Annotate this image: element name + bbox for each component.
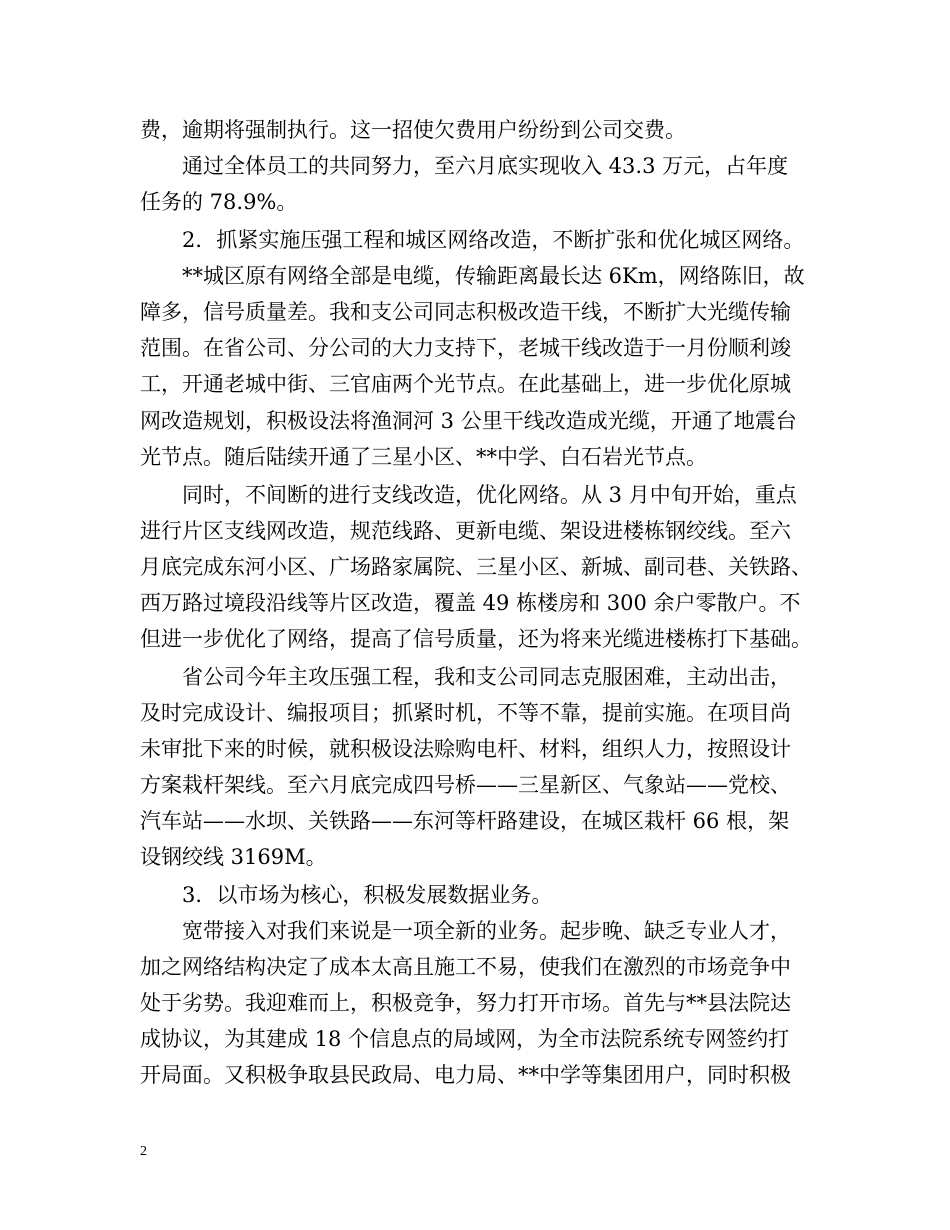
paragraph-start: 宽带接入对我们来说是一项全新的业务。起步晚、缺乏专业人才，: [182, 919, 791, 943]
page-number: 2: [140, 1144, 147, 1159]
text-line: 光节点。随后陆续开通了三星小区、**中学、白石岩光节点。: [140, 445, 707, 469]
text-line: 未审批下来的时候，就积极设法赊购电杆、材料，组织人力，按照设计: [140, 737, 791, 761]
text-line: 费，逾期将强制执行。这一招使欠费用户纷纷到公司交费。: [140, 118, 686, 142]
paragraph-start: 同时，不间断的进行支线改造，优化网络。从 3 月中旬开始，重点: [182, 483, 797, 507]
paragraph-start: 通过全体员工的共同努力，至六月底实现收入 43.3 万元，占年度: [182, 154, 789, 178]
paragraph-start: 省公司今年主攻压强工程，我和支公司同志克服困难，主动出击，: [182, 665, 791, 689]
text-line: 及时完成设计、编报项目；抓紧时机，不等不靠，提前实施。在项目尚: [140, 701, 791, 725]
text-line: 设钢绞线 3169M。: [140, 845, 327, 869]
text-line: 障多，信号质量差。我和支公司同志积极改造干线，不断扩大光缆传输: [140, 300, 791, 324]
text-line: 开局面。又积极争取县民政局、电力局、**中学等集团用户，同时积极: [140, 1063, 791, 1087]
text-line: 但进一步优化了网络，提高了信号质量，还为将来光缆进楼栋打下基础。: [140, 627, 812, 651]
text-line: 工，开通老城中街、三官庙两个光节点。在此基础上，进一步优化原城: [140, 372, 791, 396]
section-heading: 3．以市场为核心，积极发展数据业务。: [182, 883, 553, 907]
text-line: 网改造规划，积极设法将渔洞河 3 公里干线改造成光缆，开通了地震台: [140, 409, 797, 433]
text-line: 进行片区支线网改造，规范线路、更新电缆、架设进楼栋钢绞线。至六: [140, 519, 791, 543]
text-line: 任务的 78.9%。: [140, 190, 298, 214]
paragraph-start: **城区原有网络全部是电缆，传输距离最长达 6Km，网络陈旧，故: [182, 264, 805, 288]
text-line: 处于劣势。我迎难而上，积极竞争，努力打开市场。首先与**县法院达: [140, 991, 791, 1015]
text-line: 月底完成东河小区、广场路家属院、三星小区、新城、副司巷、关铁路、: [140, 555, 812, 579]
text-line: 方案栽杆架线。至六月底完成四号桥——三星新区、气象站——党校、: [140, 773, 791, 797]
text-line: 西万路过境段沿线等片区改造，覆盖 49 栋楼房和 300 余户零散户。不: [140, 591, 801, 615]
text-line: 范围。在省公司、分公司的大力支持下，老城干线改造于一月份顺利竣: [140, 336, 791, 360]
section-heading: 2．抓紧实施压强工程和城区网络改造，不断扩张和优化城区网络。: [182, 228, 805, 252]
text-line: 成协议，为其建成 18 个信息点的局域网，为全市法院系统专网签约打: [140, 1027, 790, 1051]
text-line: 加之网络结构决定了成本太高且施工不易，使我们在激烈的市场竞争中: [140, 955, 791, 979]
text-line: 汽车站——水坝、关铁路——东河等杆路建设，在城区栽杆 66 根，架: [140, 809, 790, 833]
